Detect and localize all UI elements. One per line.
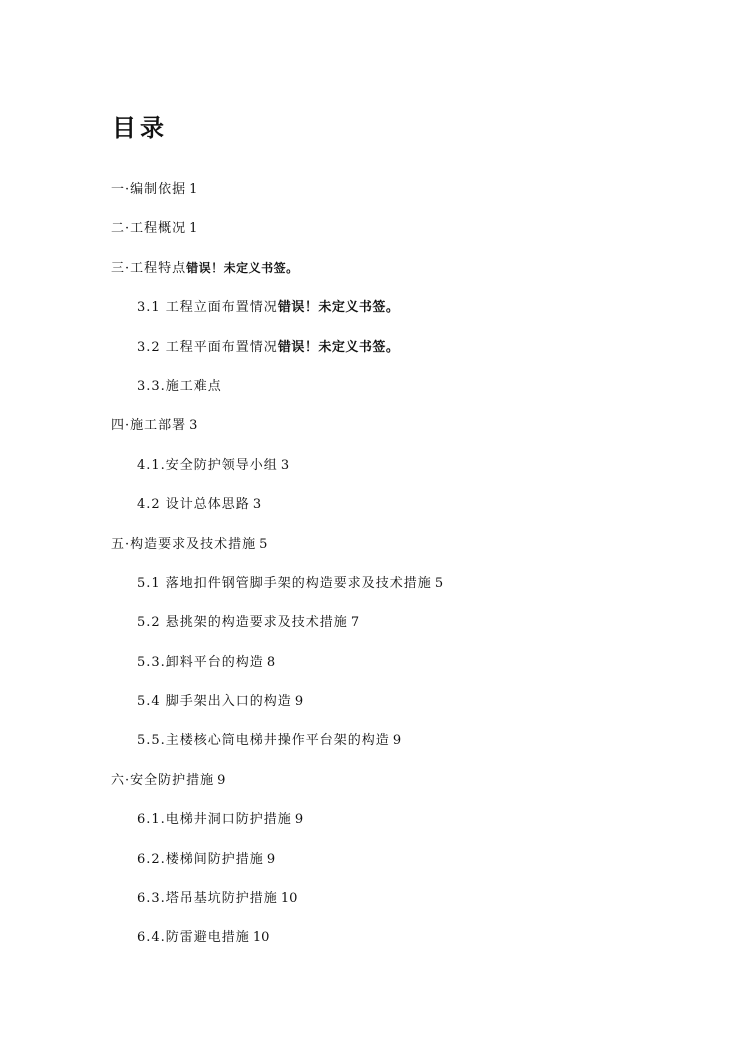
toc-entry[interactable] (0, 840, 744, 879)
toc-entry-page-number: 5 (259, 536, 268, 552)
toc-entry-error: 错误！未定义书签。 (277, 300, 400, 316)
toc-entry-page-number: 9 (217, 772, 226, 788)
toc-title: 目录 (112, 114, 168, 142)
toc-entry-page-number: 3 (280, 457, 290, 473)
toc-entry-text: 五·构造要求及技术措施 (111, 536, 257, 552)
toc-entry-text: 6.4.防雷避电措施 (137, 930, 250, 946)
toc-entry[interactable] (0, 603, 744, 642)
toc-entry-text: 3.3.施工难点 (137, 378, 222, 394)
toc-entry[interactable] (0, 721, 744, 760)
toc-entry-page-number: 1 (189, 221, 198, 237)
toc-entry-page-number: 1 (189, 182, 198, 197)
toc-entry[interactable] (0, 209, 744, 248)
toc-entry[interactable] (0, 525, 744, 564)
toc-entry[interactable] (0, 406, 744, 445)
toc-entry[interactable] (0, 485, 744, 524)
toc-entry-page-number: 3 (189, 418, 198, 434)
toc-entry-text: 三·工程特点 (111, 260, 187, 276)
toc-entry-text: 4.1.安全防护领导小组 (137, 457, 278, 473)
toc-entry-text: 5.2 悬挑架的构造要求及技术措施 (137, 615, 348, 631)
toc-entry-page-number: 7 (350, 615, 360, 631)
toc-entry-text: 6.1.电梯井洞口防护措施 (137, 812, 292, 828)
toc-entry-text: 6.2.楼梯间防护措施 (137, 851, 264, 867)
toc-entry-page-number: 9 (294, 694, 304, 710)
toc-entry[interactable] (0, 328, 744, 367)
toc-entry[interactable] (0, 564, 744, 603)
toc-entry-page-number: 9 (392, 733, 402, 749)
toc-entry-text: 四·施工部署 (111, 418, 187, 434)
toc-list (0, 170, 744, 958)
toc-entry-text: 5.3.卸料平台的构造 (137, 654, 264, 670)
toc-entry-text: 3.1 工程立面布置情况 (137, 300, 278, 316)
toc-entry-text: 一·编制依据 (111, 182, 187, 197)
toc-entry-text: 六·安全防护措施 (111, 772, 215, 788)
toc-entry-page-number: 9 (294, 812, 304, 828)
toc-entry[interactable] (0, 879, 744, 918)
toc-entry-text: 5.1 落地扣件钢管脚手架的构造要求及技术措施 (137, 575, 432, 591)
toc-entry[interactable] (0, 761, 744, 800)
toc-entry-error: 错误！未定义书签。 (186, 260, 299, 275)
toc-entry[interactable] (0, 800, 744, 839)
toc-entry[interactable] (0, 643, 744, 682)
toc-entry-text: 4.2 设计总体思路 (137, 497, 250, 513)
toc-entry-page-number: 9 (266, 851, 276, 867)
toc-entry-text: 5.4 脚手架出入口的构造 (137, 694, 292, 710)
toc-entry-error: 错误！未定义书签。 (277, 339, 400, 355)
toc-entry-page-number: 5 (434, 575, 444, 591)
toc-entry-page-number: 3 (252, 497, 262, 513)
toc-entry-text: 5.5.主楼核心筒电梯井操作平台架的构造 (137, 733, 390, 749)
toc-entry-text: 6.3.塔吊基坑防护措施 (137, 891, 278, 907)
toc-entry-text: 3.2 工程平面布置情况 (137, 339, 278, 355)
toc-entry-page-number: 10 (252, 930, 270, 946)
toc-entry[interactable] (0, 446, 744, 485)
toc-entry-page-number: 10 (280, 891, 298, 907)
toc-entry[interactable] (0, 367, 744, 406)
toc-entry-page-number: 8 (266, 654, 276, 670)
toc-entry[interactable] (0, 170, 744, 209)
toc-entry[interactable] (0, 682, 744, 721)
toc-entry[interactable] (0, 249, 744, 288)
toc-entry[interactable] (0, 918, 744, 957)
toc-entry-text: 二·工程概况 (111, 221, 187, 237)
toc-entry[interactable] (0, 288, 744, 327)
